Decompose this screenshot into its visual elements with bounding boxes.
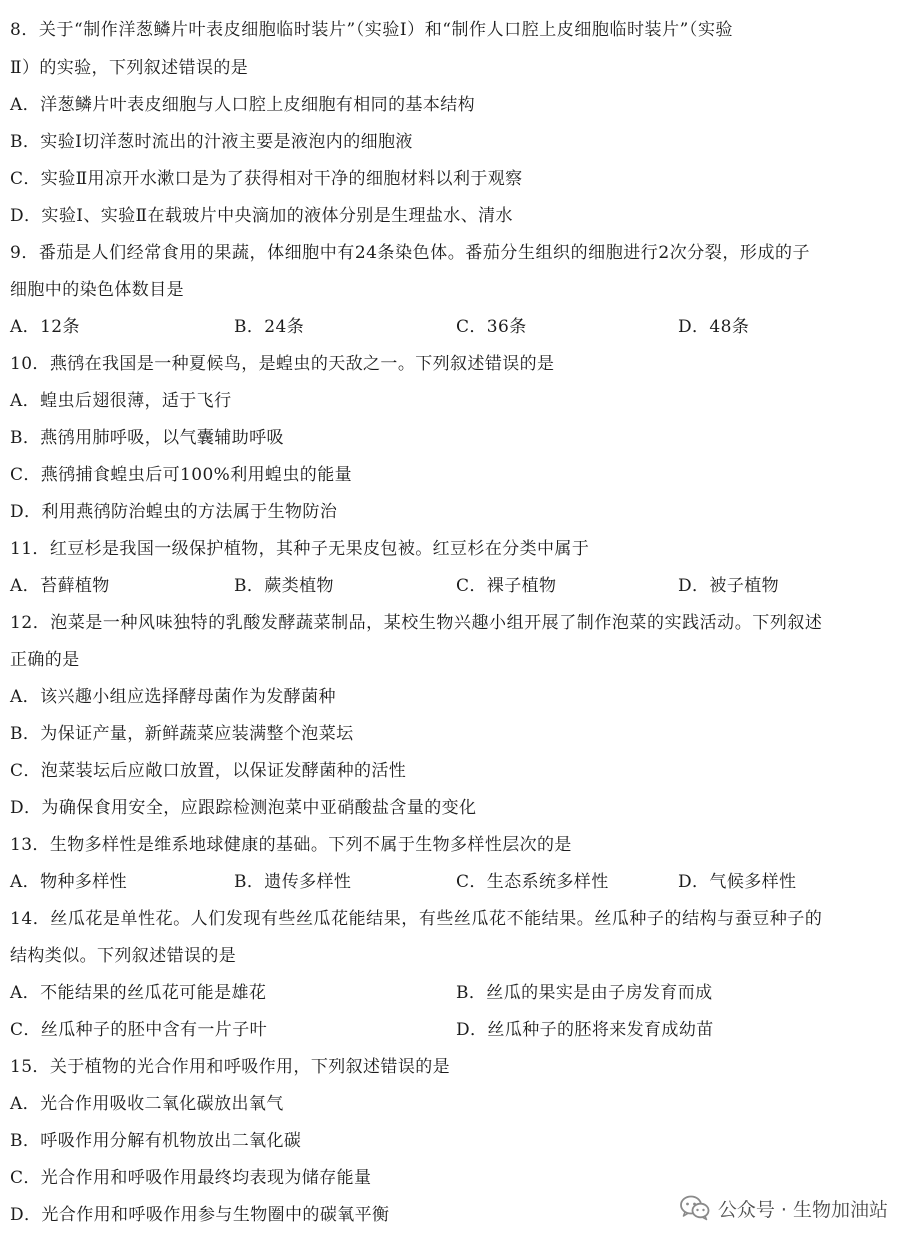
q14-stem-line2: 结构类似。下列叙述错误的是	[10, 946, 237, 966]
q11-option-c: C．裸子植物	[456, 576, 557, 596]
q11-option-b: B．蕨类植物	[234, 576, 334, 596]
q13-option-a: A．物种多样性	[10, 872, 128, 892]
q9-option-a: A．12条	[10, 317, 80, 337]
q14-options-row2	[10, 1012, 902, 1048]
q8-option-a: A．洋葱鳞片叶表皮细胞与人口腔上皮细胞有相同的基本结构	[10, 95, 476, 115]
watermark	[680, 1188, 888, 1228]
q14-option-b: B．丝瓜的果实是由子房发育而成	[456, 983, 713, 1003]
q10-stem: 10．燕鸻在我国是一种夏候鸟，是蝗虫的天敌之一。下列叙述错误的是	[10, 354, 555, 374]
q12-stem-line2: 正确的是	[10, 650, 80, 670]
q9-options-row	[10, 309, 902, 345]
q8-option-d: D．实验Ⅰ、实验Ⅱ在载玻片中央滴加的液体分别是生理盐水、清水	[10, 206, 513, 226]
q10-option-c: C．燕鸻捕食蝗虫后可100%利用蝗虫的能量	[10, 465, 353, 485]
q9-option-d: D．48条	[678, 317, 750, 337]
q13-option-c: C．生态系统多样性	[456, 872, 609, 892]
q8-option-c: C．实验Ⅱ用凉开水漱口是为了获得相对干净的细胞材料以利于观察	[10, 169, 523, 189]
q14-option-c: C．丝瓜种子的胚中含有一片子叶	[10, 1020, 268, 1040]
q12-option-a: A．该兴趣小组应选择酵母菌作为发酵菌种	[10, 687, 336, 707]
q11-option-d: D．被子植物	[678, 576, 780, 596]
q13-option-d: D．气候多样性	[678, 872, 797, 892]
q9-stem-line1: 9．番茄是人们经常食用的果蔬，体细胞中有24条染色体。番茄分生组织的细胞进行2次分裂，形成的子	[10, 243, 811, 263]
q11-option-a: A．苔藓植物	[10, 576, 110, 596]
q12-stem-line1: 12．泡菜是一种风味独特的乳酸发酵蔬菜制品，某校生物兴趣小组开展了制作泡菜的实践活动。下列叙述	[10, 613, 823, 633]
q9-stem-line2: 细胞中的染色体数目是	[10, 280, 184, 300]
q9-option-b: B．24条	[234, 317, 305, 337]
q14-stem-line1: 14．丝瓜花是单性花。人们发现有些丝瓜花能结果，有些丝瓜花不能结果。丝瓜种子的结构与蚕豆种子的	[10, 909, 823, 929]
q8-option-b: B．实验Ⅰ切洋葱时流出的汁液主要是液泡内的细胞液	[10, 132, 413, 152]
q12-option-b: B．为保证产量，新鲜蔬菜应装满整个泡菜坛	[10, 724, 354, 744]
q13-option-b: B．遗传多样性	[234, 872, 352, 892]
q15-option-d: D．光合作用和呼吸作用参与生物圈中的碳氧平衡	[10, 1205, 390, 1225]
q15-option-c: C．光合作用和呼吸作用最终均表现为储存能量	[10, 1168, 372, 1188]
q15-option-b: B．呼吸作用分解有机物放出二氧化碳	[10, 1131, 302, 1151]
watermark-text: 公众号 · 生物加油站	[717, 1198, 888, 1221]
q11-stem: 11．红豆杉是我国一级保护植物，其种子无果皮包被。红豆杉在分类中属于	[10, 539, 590, 559]
q12-option-d: D．为确保食用安全，应跟踪检测泡菜中亚硝酸盐含量的变化	[10, 798, 477, 818]
q15-option-a: A．光合作用吸收二氧化碳放出氧气	[10, 1094, 284, 1114]
q14-option-d: D．丝瓜种子的胚将来发育成幼苗	[456, 1020, 714, 1040]
q15-stem: 15．关于植物的光合作用和呼吸作用，下列叙述错误的是	[10, 1057, 451, 1077]
q10-option-d: D．利用燕鸻防治蝗虫的方法属于生物防治	[10, 502, 338, 522]
q14-option-a: A．不能结果的丝瓜花可能是雄花	[10, 983, 267, 1003]
q8-stem-line2: Ⅱ）的实验，下列叙述错误的是	[10, 58, 249, 78]
q10-option-b: B．燕鸻用肺呼吸，以气囊辅助呼吸	[10, 428, 284, 448]
q12-option-c: C．泡菜装坛后应敞口放置，以保证发酵菌种的活性	[10, 761, 407, 781]
q9-option-c: C．36条	[456, 317, 527, 337]
q14-options-row1	[10, 975, 902, 1011]
wechat-icon	[680, 1195, 710, 1221]
q8-stem-line1: 8．关于“制作洋葱鳞片叶表皮细胞临时装片”（实验Ⅰ）和“制作人口腔上皮细胞临时装片”（实验	[10, 20, 734, 40]
q13-stem: 13．生物多样性是维系地球健康的基础。下列不属于生物多样性层次的是	[10, 835, 572, 855]
q11-options-row	[10, 568, 902, 604]
q10-option-a: A．蝗虫后翅很薄，适于飞行	[10, 391, 232, 411]
q13-options-row	[10, 864, 902, 900]
